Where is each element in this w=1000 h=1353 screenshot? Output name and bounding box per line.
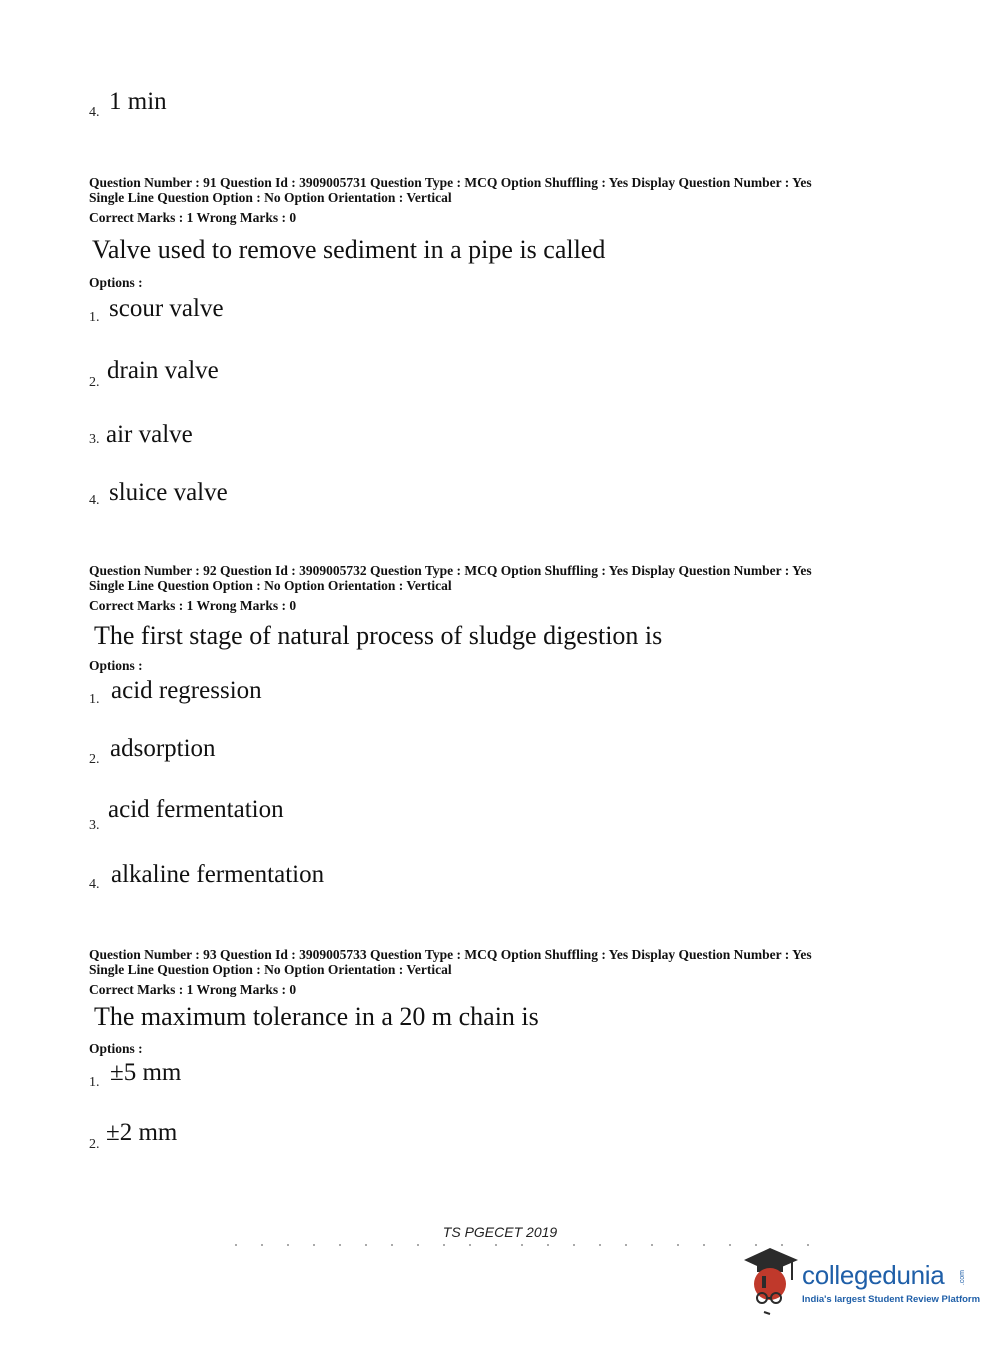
option-number: 1. (89, 1075, 100, 1090)
question-93-meta (89, 948, 909, 977)
option-text: adsorption (110, 735, 216, 762)
option-text: ±2 mm (106, 1119, 178, 1146)
meta-line-1: Question Number : 91 Question Id : 3909005731 Question Type : MCQ Option Shuffling : Yes Display Question Number : Yes (89, 175, 812, 190)
option-text: sluice valve (109, 479, 228, 506)
question-93-marks: Correct Marks : 1 Wrong Marks : 0 (89, 982, 297, 997)
option-text: 1 min (109, 88, 167, 115)
option-text: drain valve (107, 357, 219, 384)
meta-line-1: Question Number : 92 Question Id : 3909005732 Question Type : MCQ Option Shuffling : Yes Display Question Number : Yes (89, 563, 812, 578)
option-text: ±5 mm (110, 1059, 182, 1086)
option-text: alkaline fermentation (111, 861, 325, 888)
question-91-marks: Correct Marks : 1 Wrong Marks : 0 (89, 210, 297, 225)
question-91-options-label: Options : (89, 275, 143, 290)
graduation-cap-mascot-icon (740, 1246, 802, 1316)
logo-brand-text: collegedunia (802, 1260, 945, 1290)
question-91-text: Valve used to remove sediment in a pipe is called (92, 235, 606, 264)
meta-line-2: Single Line Question Option : No Option Orientation : Vertical (89, 577, 452, 593)
option-number: 2. (89, 375, 100, 390)
footer-dotted-rule (235, 1243, 815, 1247)
option-number: 2. (89, 752, 100, 767)
question-93-options-label: Options : (89, 1041, 143, 1056)
option-number: 4. (89, 877, 100, 892)
option-text: acid regression (111, 677, 262, 704)
option-number: 4. (89, 493, 100, 508)
option-text: scour valve (109, 295, 224, 322)
option-text: air valve (106, 421, 193, 448)
option-number: 3. (89, 818, 100, 833)
option-number: 2. (89, 1137, 100, 1152)
question-92-marks: Correct Marks : 1 Wrong Marks : 0 (89, 598, 297, 613)
collegedunia-logo[interactable] (740, 1246, 981, 1316)
meta-line-2: Single Line Question Option : No Option Orientation : Vertical (89, 961, 452, 977)
meta-line-1: Question Number : 93 Question Id : 3909005733 Question Type : MCQ Option Shuffling : Yes Display Question Number : Yes (89, 947, 812, 962)
meta-line-2: Single Line Question Option : No Option Orientation : Vertical (89, 189, 452, 205)
question-92-text: The first stage of natural process of sludge digestion is (94, 621, 663, 650)
option-text: acid fermentation (108, 796, 284, 823)
option-number: 1. (89, 692, 100, 707)
option-number: 4. (89, 105, 100, 120)
option-number: 1. (89, 310, 100, 325)
logo-suffix-text: .com (959, 1270, 966, 1286)
footer-exam-title: TS PGECET 2019 (442, 1224, 558, 1240)
question-92-options-label: Options : (89, 658, 143, 673)
question-92-meta (89, 564, 909, 593)
question-91-meta (89, 176, 909, 205)
option-number: 3. (89, 432, 100, 447)
logo-tagline: India's largest Student Review Platform (802, 1294, 981, 1305)
question-93-text: The maximum tolerance in a 20 m chain is (94, 1002, 539, 1031)
